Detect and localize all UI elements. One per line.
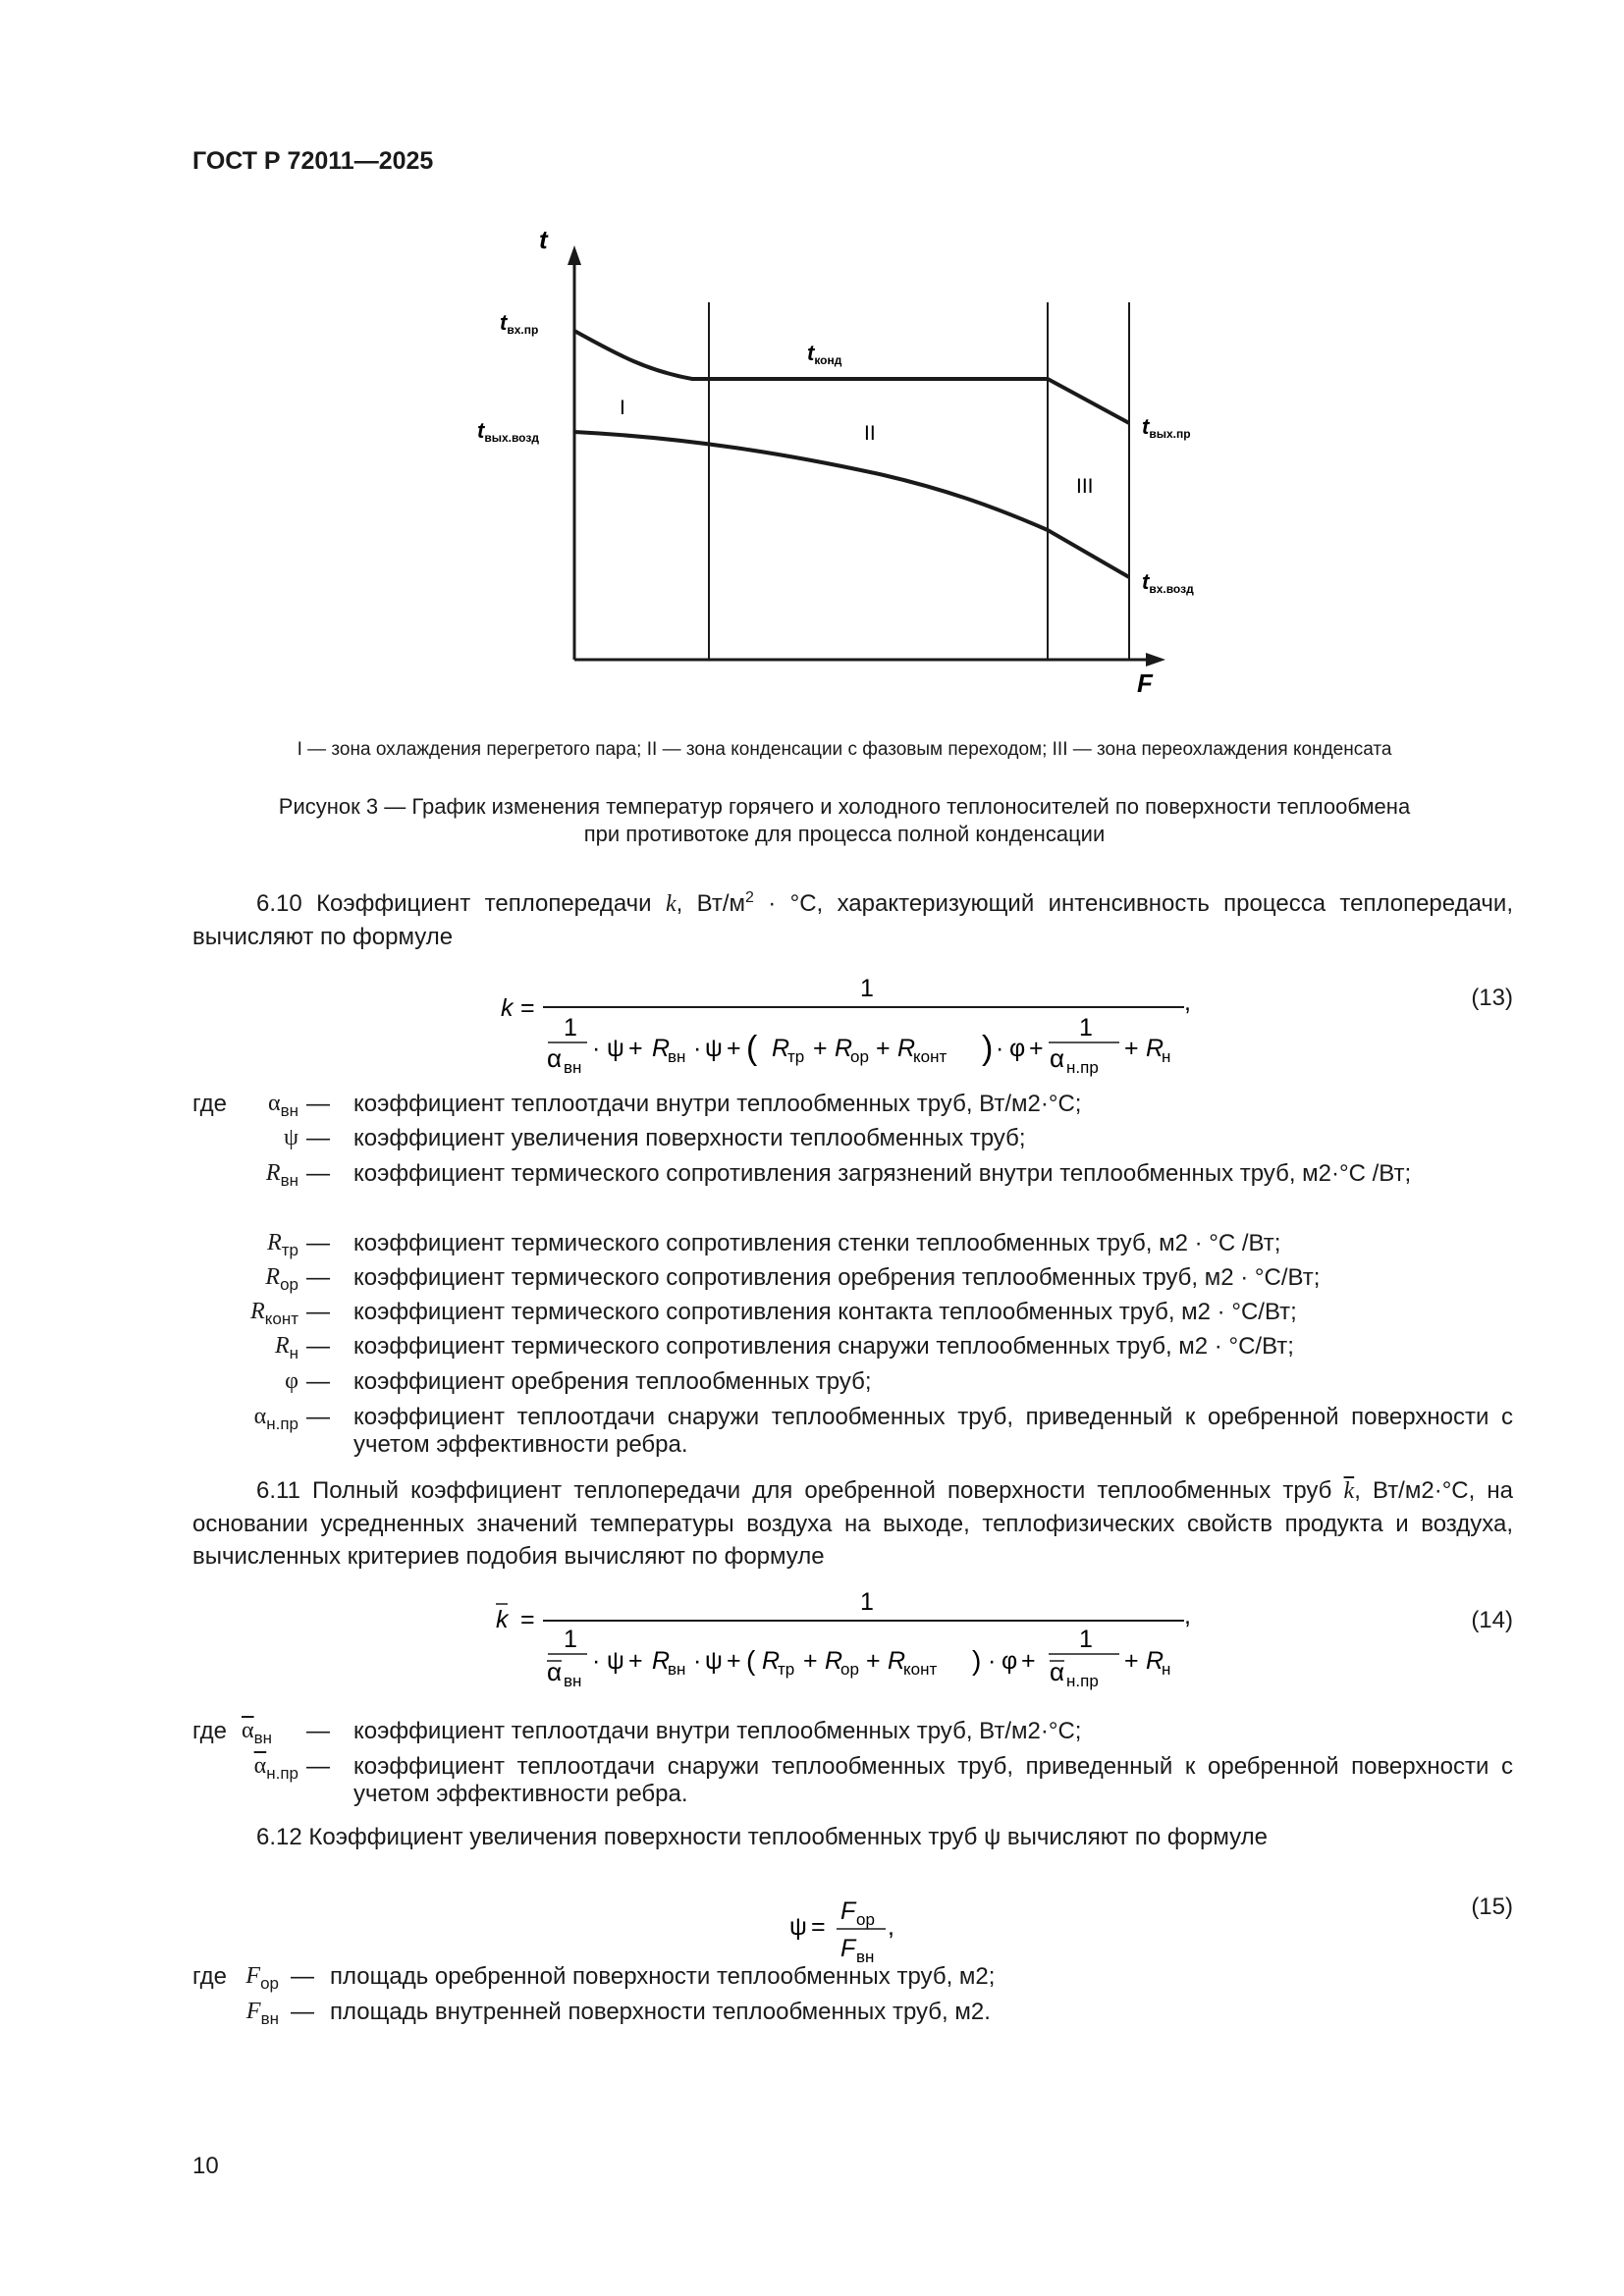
svg-text:конт: конт [913,1047,947,1066]
svg-text:): ) [972,1645,982,1676]
def-symbol-alpha-vn: $\alpha_{вн}$ [268,1091,298,1120]
svg-text:+: + [628,1647,643,1675]
svg-text:·: · [996,1035,1004,1062]
equation-15 [0,1870,1624,1978]
svg-text:R: R [835,1035,853,1062]
def-text-f-or: площадь оребренной поверхности теплообменных труб, м2; [330,1963,996,1990]
svg-text:·: · [693,1647,702,1675]
svg-text:α: α [1050,1657,1065,1686]
svg-text:1: 1 [1079,1014,1093,1041]
svg-text:+: + [813,1035,828,1062]
svg-text:1: 1 [1079,1626,1093,1653]
svg-text:F: F [840,1935,856,1962]
svg-text:,: , [888,1913,894,1941]
svg-text:α: α [1050,1043,1065,1073]
svg-text:R: R [1146,1035,1164,1062]
def-text-f-vn: площадь внутренней поверхности теплообменных труб, м2. [330,1999,991,2025]
document-header: ГОСТ Р 72011—2025 [192,147,434,175]
svg-text:н: н [1162,1660,1171,1679]
paragraph-6-11: 6.11 Полный коэффициент теплопередачи для оребренной поверхности теплообменных труб $\overline{k}$, Вт/м2·°С, на основании усредненных значений температуры воздуха на выходе, теплофизических свойств продукта и воздуха, вычисленных критериев подобия вычисляют по формуле [192,1477,1514,1570]
figure-caption [167,793,1522,848]
def-text-r-vn: коэффициент термического сопротивления загрязнений внутри теплообменных труб, м2·°С /Вт; [353,1160,1412,1187]
def-symbol-psi: ψ [283,1125,298,1150]
svg-text:k: k [501,994,514,1022]
svg-text:·: · [592,1035,601,1062]
y-axis-arrow [568,245,581,265]
where-label: где [192,1718,228,1744]
def-dash: — [306,1091,330,1117]
svg-text:R: R [888,1647,906,1675]
svg-text:н.пр: н.пр [1066,1058,1099,1077]
svg-text:R: R [825,1647,843,1675]
figure-3-graph [0,0,1624,746]
def-text-alpha-npr-mean: коэффициент теплоотдачи снаружи теплообменных труб, приведенный к оребренной поверхности с учетом эффективности ребра. [353,1753,1513,1807]
hot-coolant-curve [574,331,1129,423]
def-dash: — [306,1299,330,1325]
svg-text:φ: φ [1001,1647,1018,1675]
label-t-out-air: tвых.возд [477,418,539,445]
def-symbol-alpha-npr: $\alpha_{н.пр}$ [253,1404,298,1433]
equation-14 [0,1580,1624,1698]
svg-text:+: + [628,1035,643,1062]
svg-text:1: 1 [564,1626,577,1653]
figure-caption-line-2: при противотоке для процесса полной конденсации [583,822,1106,846]
svg-text:1: 1 [860,975,874,1002]
where-label: где [192,1963,228,1990]
def-text-r-n: коэффициент термического сопротивления снаружи теплообменных труб, м2 · °С/Вт; [353,1333,1294,1360]
def-text-psi: коэффициент увеличения поверхности теплообменных труб; [353,1125,1026,1151]
svg-text:ψ: ψ [705,1035,723,1062]
def-symbol-r-tr: $R_{тр}$ [267,1230,298,1259]
where-label: где [192,1091,228,1117]
def-symbol-r-or: $R_{ор}$ [265,1264,298,1294]
svg-text:R: R [1146,1647,1164,1675]
def-dash: — [306,1404,330,1430]
figure-zone-legend: I — зона охлаждения перегретого пара; II — зона конденсации с фазовым переходом; III — зона переохлаждения конденсата [297,739,1392,760]
def-symbol-r-n: $R_н$ [274,1333,298,1362]
def-text-r-tr: коэффициент термического сопротивления стенки теплообменных труб, м2 · °С /Вт; [353,1230,1281,1256]
def-text-r-kont: коэффициент термического сопротивления контакта теплообменных труб, м2 · °С/Вт; [353,1299,1297,1325]
svg-text:+: + [866,1647,881,1675]
def-dash: — [306,1333,330,1360]
def-text-alpha-npr: коэффициент теплоотдачи снаружи теплообменных труб, приведенный к оребренной поверхности с учетом эффективности ребра. [353,1404,1513,1458]
page-number: 10 [192,2153,219,2179]
svg-text:ψ: ψ [607,1647,624,1675]
svg-text:1: 1 [860,1588,874,1616]
zone-label-2: II [864,422,876,445]
def-dash: — [306,1160,330,1187]
svg-text:R: R [652,1035,671,1062]
svg-text:1: 1 [564,1014,577,1041]
figure-caption-line-1: Рисунок 3 — График изменения температур горячего и холодного теплоносителей по поверхности теплообмена [278,794,1411,819]
x-axis-arrow [1146,653,1165,667]
def-text-r-or: коэффициент термического сопротивления оребрения теплообменных труб, м2 · °С/Вт; [353,1264,1321,1291]
svg-text:(: ( [746,1030,758,1067]
svg-text:R: R [762,1647,781,1675]
cold-coolant-curve [574,432,1129,577]
svg-text:+: + [876,1035,891,1062]
svg-text:вн: вн [564,1058,582,1077]
def-symbol-r-kont: $R_{конт}$ [250,1299,298,1328]
svg-text:вн: вн [668,1660,686,1679]
label-t-in-air: tвх.возд [1142,569,1194,596]
svg-text:н.пр: н.пр [1066,1672,1099,1690]
svg-text:+: + [1021,1647,1036,1675]
svg-text:ор: ор [840,1660,859,1679]
svg-text:α: α [547,1043,563,1073]
svg-text:(: ( [746,1645,756,1676]
def-dash: — [306,1230,330,1256]
equation-14-number: (14) [1471,1607,1513,1633]
def-text-alpha-vn: коэффициент теплоотдачи внутри теплообменных труб, Вт/м2·°С; [353,1091,1082,1117]
def-dash: — [306,1125,330,1151]
def-dash: — [306,1753,330,1780]
svg-text:+: + [1029,1035,1044,1062]
svg-text:·: · [988,1647,997,1675]
svg-text:=: = [811,1913,826,1941]
svg-text:конт: конт [903,1660,938,1679]
svg-text:R: R [652,1647,671,1675]
svg-text:α: α [547,1657,563,1686]
svg-text:н: н [1162,1047,1171,1066]
def-dash: — [306,1264,330,1291]
svg-text:=: = [520,1606,535,1633]
paragraph-6-10: 6.10 Коэффициент теплопередачи k, $Вт/м^2 \cdot ^\circ С$, характеризующий интенсивность процесса теплопередачи, вычисляют по формуле [192,889,1513,950]
label-t-in-product: tвх.пр [500,310,539,337]
paragraph-6-12: 6.12 Коэффициент увеличения поверхности теплообменных труб ψ вычисляют по формуле [256,1824,1268,1850]
svg-text:ор: ор [850,1047,869,1066]
svg-text:R: R [772,1035,790,1062]
def-dash: — [306,1718,330,1744]
svg-text:): ) [982,1030,994,1067]
svg-text:φ: φ [1009,1035,1026,1062]
svg-text:вн: вн [668,1047,686,1066]
svg-text:,: , [1184,1602,1191,1629]
svg-text:F: F [840,1897,856,1925]
svg-text:+: + [803,1647,818,1675]
zone-label-1: I [620,397,625,419]
svg-text:·: · [592,1647,601,1675]
def-text-phi: коэффициент оребрения теплообменных труб; [353,1368,872,1395]
svg-text:вн: вн [856,1948,875,1966]
equation-15-number: (15) [1471,1894,1513,1920]
svg-text:+: + [727,1035,741,1062]
svg-text:+: + [1124,1647,1139,1675]
def-dash: — [291,1999,314,2025]
def-dash: — [306,1368,330,1395]
svg-text:ψ: ψ [705,1647,723,1675]
label-t-cond: tконд [807,341,842,367]
svg-text:R: R [897,1035,916,1062]
equation-13-number: (13) [1471,985,1513,1011]
def-symbol-alpha-npr-mean: $\overline{\alpha}_{н.пр}$ [253,1753,298,1783]
svg-text:k: k [496,1606,509,1633]
svg-text:вн: вн [564,1672,582,1690]
svg-text:тр: тр [778,1660,795,1679]
def-symbol-f-vn: $F_{вн}$ [245,1999,279,2028]
def-dash: — [291,1963,314,1990]
def-symbol-phi: φ [285,1368,298,1394]
svg-text:ψ: ψ [789,1913,807,1941]
def-symbol-alpha-vn-mean: $\overline{\alpha}_{вн}$ [242,1718,272,1747]
def-symbol-r-vn: $R_{вн}$ [265,1160,298,1190]
svg-text:+: + [1124,1035,1139,1062]
svg-text:ор: ор [856,1910,875,1929]
y-axis-label: t [539,225,548,254]
zone-label-3: III [1076,475,1094,498]
svg-text:+: + [727,1647,741,1675]
def-symbol-f-or: $F_{ор}$ [245,1963,279,1993]
svg-text:тр: тр [787,1047,805,1066]
label-t-out-product: tвых.пр [1142,414,1191,441]
svg-text:ψ: ψ [607,1035,624,1062]
svg-text:·: · [693,1035,702,1062]
svg-text:=: = [520,994,535,1022]
svg-text:,: , [1184,988,1191,1016]
equation-13 [0,967,1624,1085]
x-axis-label: F [1137,668,1153,698]
def-text-alpha-vn-mean: коэффициент теплоотдачи внутри теплообменных труб, Вт/м2·°С; [353,1718,1082,1744]
